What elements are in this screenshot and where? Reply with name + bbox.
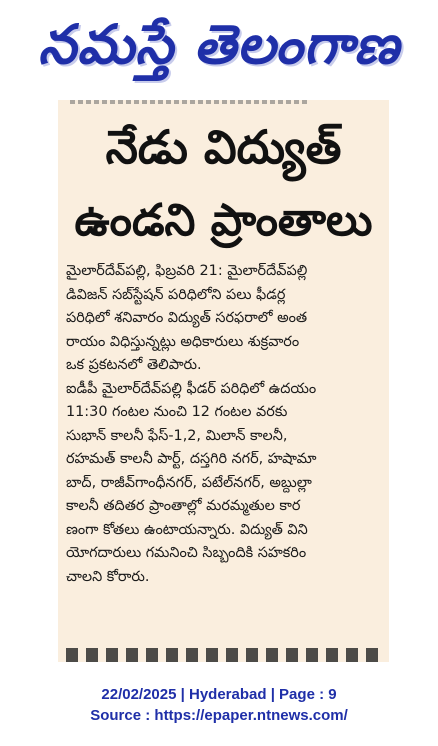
headline-line-2: ఉండని ప్రాంతాలు: [74, 195, 373, 246]
footer-source-link[interactable]: Source : https://epaper.ntnews.com/: [90, 707, 348, 724]
footer-date-page: 22/02/2025 | Hyderabad | Page : 9: [101, 686, 337, 703]
article-paragraph-2: ఐడీపీ మైలార్‌దేవ్‌పల్లి ఫీడర్ పరిధిలో ఉదయం 11:30 గంటల నుంచి 12 గంటల వరకు సుభాన్ కాలనీ ఫేస్-1,2, మిలాన్ కాలనీ, రహమత్ కాలనీ పార్ట్, దస్తగిరి నగర్, హషామా బాద్, రాజీవ్‌గాంధీనగర్, పటేల్‌నగర్, అబ్దుల్లా కాలనీ తదితర ప్రాంతాల్లో మరమ్మతుల కార ణంగా కోతలు ఉంటాయన్నారు. విద్యుత్ విని యోగదారులు గమనించి సిబ్బందికి సహకరిం చాలని కోరారు.: [66, 380, 317, 585]
headline-line-1: నేడు విద్యుత్: [105, 120, 342, 174]
masthead-title: నమస్తే తెలంగాణ: [38, 13, 400, 76]
masthead-logo: [0, 0, 438, 92]
article-paragraph-1: మైలార్‌దేవ్‌పల్లి, ఫిబ్రవరి 21: మైలార్‌దేవ్‌పల్లి డివిజన్ సబ్‌స్టేషన్ పరిధిలోని పలు ఫీడర్ల పరిధిలో శనివారం విద్యుత్ సరఫరాలో అంత రాయం విధిస్తున్నట్లు అధికారులు శుక్రవారం ఒక ప్రకటనలో తెలిపారు.: [66, 263, 308, 373]
article-body: [66, 260, 383, 589]
clipping-cut-edge-bottom: [66, 648, 384, 662]
clipping-cut-edge-top: [70, 100, 310, 104]
article-clipping: [58, 100, 389, 662]
